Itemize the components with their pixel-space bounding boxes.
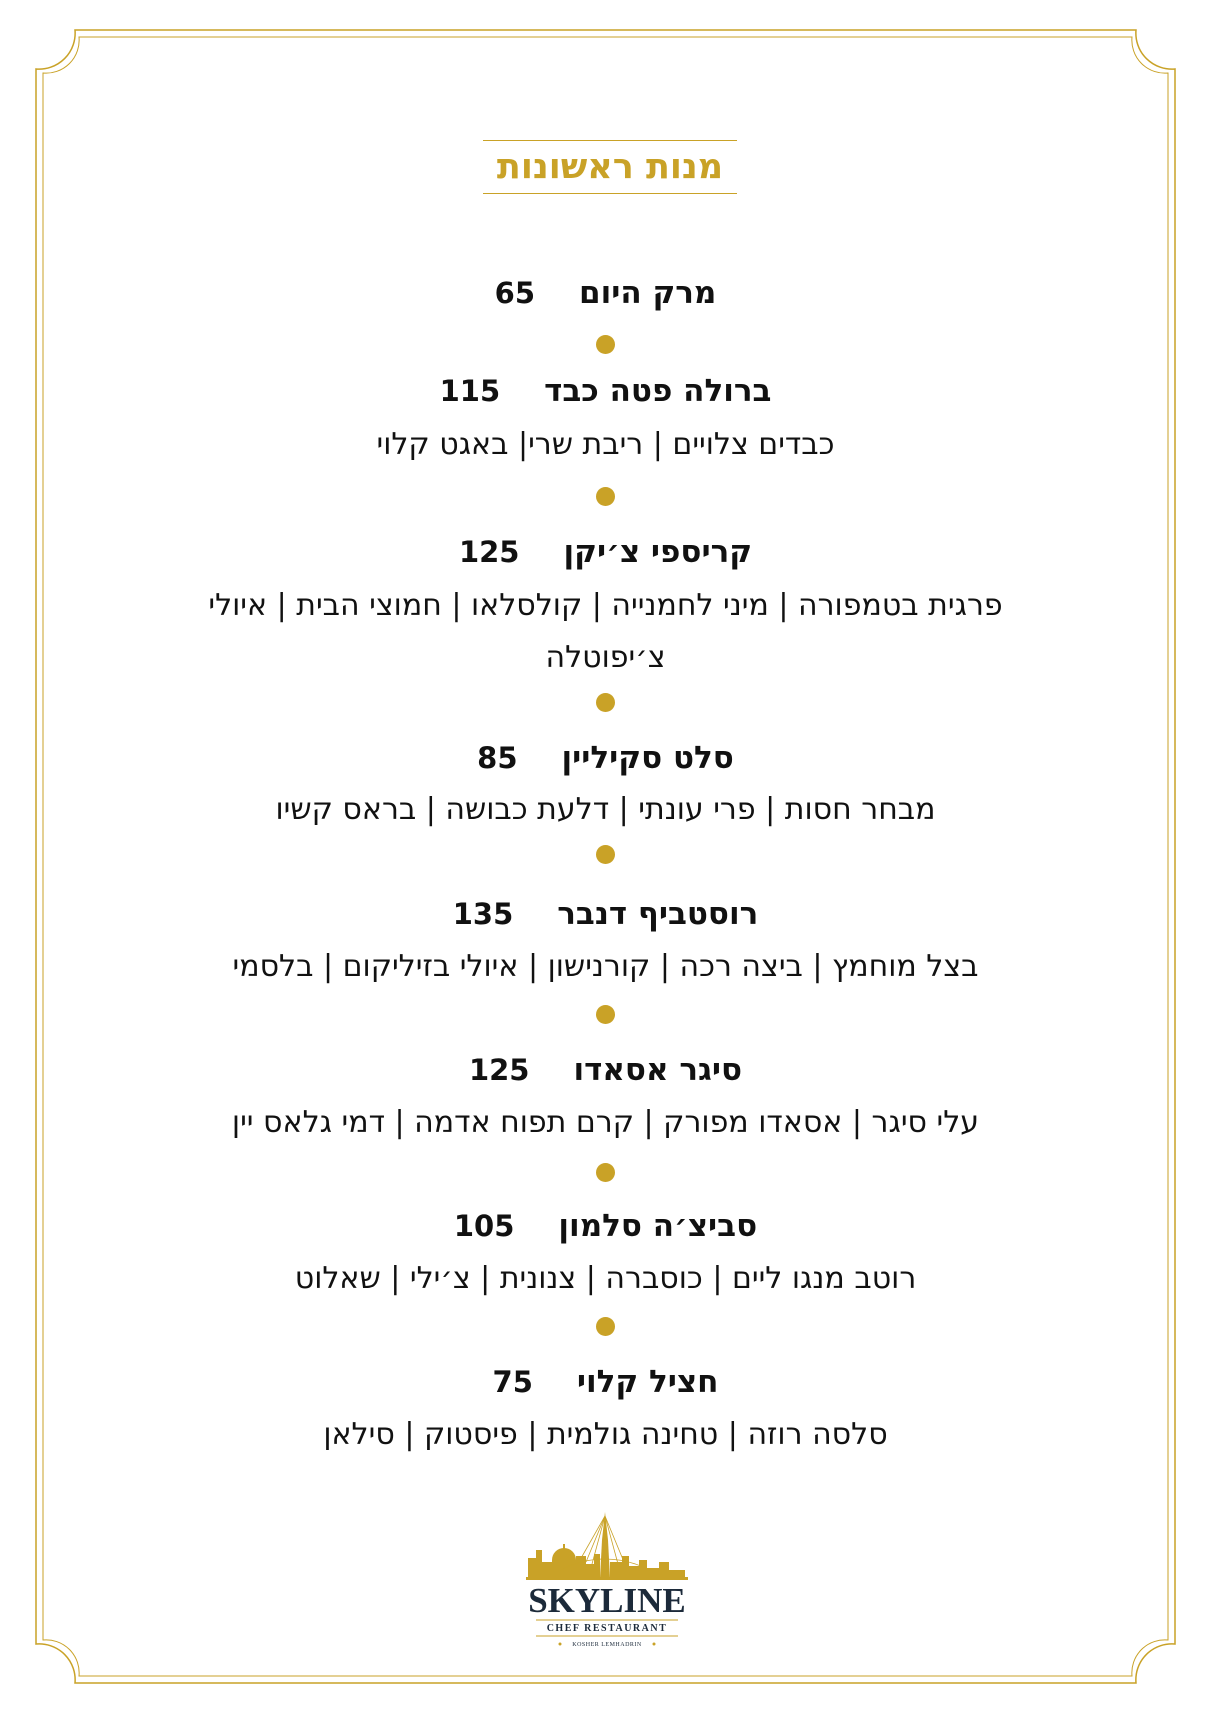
item-name: סביצ׳ה סלמון [558,1208,758,1244]
separator-dot [596,487,615,506]
separator-dot [596,335,615,354]
menu-item-header [0,889,1211,939]
menu-item-header [0,1201,1211,1251]
item-price: 75 [492,1365,533,1399]
item-description: כבדים צלויים | ריבת שרי| באגט קלוי [376,427,835,462]
item-name: סלט סקיליין [561,740,734,776]
item-price: 125 [458,535,520,569]
skyline-logo [520,1510,695,1660]
item-description: פרגית בטמפורה | מיני לחמנייה | קולסלאו | חמוצי הבית | איולי צ׳יפוטלה [208,588,1003,675]
separator-dot [596,693,615,712]
separator-dot [596,845,615,864]
item-description: סלסה רוזה | טחינה גולמית | פיסטוק | סילאן [323,1417,888,1452]
item-description: עלי סיגר | אסאדו מפורק | קרם תפוח אדמה | דמי גלאס יין [231,1105,980,1140]
menu-item-header [0,1045,1211,1095]
menu-item-header [0,1357,1211,1407]
item-price: 85 [477,741,518,775]
item-price: 105 [453,1209,515,1243]
separator-dot [596,1317,615,1336]
section-title: מנות ראשונות [483,140,737,194]
menu-item-header [0,366,1211,416]
item-description: מבחר חסות | פרי עונתי | דלעת כבושה | בראס קשיו [275,792,936,827]
logo-name: SKYLINE [528,1581,686,1620]
logo-subtitle: CHEF RESTAURANT [546,1623,668,1634]
item-name: סיגר אסאדו [573,1052,743,1088]
item-name: רוסטביף דנבר [557,896,759,932]
separator-dot [596,1163,615,1182]
logo-tagline: KOSHER LEMHADRIN [572,1642,642,1648]
item-name: קריספי צ׳יקן [563,534,753,570]
item-price: 65 [494,276,535,310]
menu-item-header [0,733,1211,783]
menu-item-header [0,268,1211,318]
item-name: מרק היום [579,275,717,311]
item-price: 125 [468,1053,530,1087]
item-name: ברולה פטה כבד [544,373,772,409]
item-description: רוטב מנגו ליים | כוסברה | צנונית | צ׳ילי | שאלוט [294,1261,917,1296]
item-name: חציל קלוי [576,1364,719,1400]
item-price: 115 [439,374,501,408]
item-price: 135 [452,897,514,931]
separator-dot [596,1005,615,1024]
item-description: בצל מוחמץ | ביצה רכה | קורנישון | איולי בזיליקום | בלסמי [232,949,979,984]
menu-item-header [0,527,1211,577]
